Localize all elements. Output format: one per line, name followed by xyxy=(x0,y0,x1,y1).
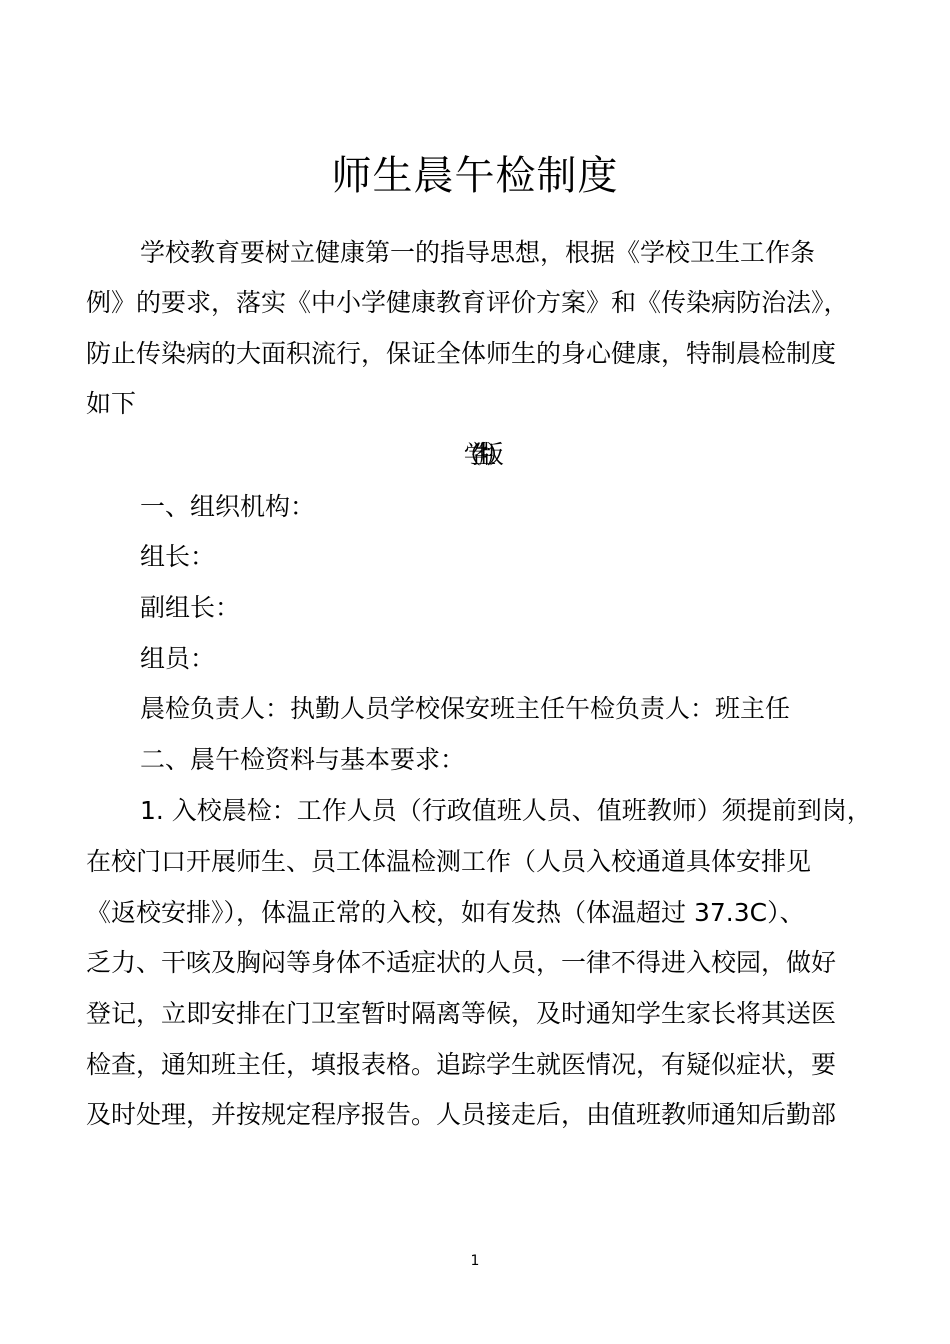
item-1-line-1: 1. 入校晨检：工作人员（行政值班人员、值班教师）须提前到岗， xyxy=(140,796,872,825)
responsible-persons: 晨检负责人：执勤人员学校保安班主任午检负责人：班主任 xyxy=(140,694,791,723)
intro-line-1: 学校教育要树立健康第一的指导思想，根据《学校卫生工作条 xyxy=(140,238,816,267)
item-1-line-4: 乏力、干咳及胸闷等身体不适症状的人员，一律不得进入校园，做好 xyxy=(86,948,837,977)
intro-line-2: 例》的要求，落实《中小学健康教育评价方案》和《传染病防治法》， xyxy=(86,288,849,317)
item-1-line-7: 及时处理，并按规定程序报告。人员接走后，由值班教师通知后勤部 xyxy=(86,1100,837,1129)
item-1-line-5: 登记，立即安排在门卫室暂时隔离等候，及时通知学生家长将其送医 xyxy=(86,999,837,1028)
intro-line-3: 防止传染病的大面积流行，保证全体师生的身心健康，特制晨检制度 xyxy=(86,339,837,368)
document-title: 师生晨午检制度 xyxy=(331,153,619,199)
section-1-heading: 一、组织机构： xyxy=(140,492,316,521)
members-label: 组员： xyxy=(140,644,216,673)
deputy-leader-label: 副组长： xyxy=(140,593,241,622)
item-1-line-6: 检查，通知班主任，填报表格。追踪学生就医情况，有疑似症状，要 xyxy=(86,1050,837,1079)
item-1-line-3: 《返校安排》），体温正常的入校，如有发热（体温超过 37.3C）、 xyxy=(86,898,805,927)
leader-label: 组长： xyxy=(140,542,216,571)
edition-label: （学生版） xyxy=(456,440,494,469)
item-1-line-2: 在校门口开展师生、员工体温检测工作（人员入校通道具体安排见 xyxy=(86,847,812,876)
page-number: 1 xyxy=(470,1253,480,1269)
section-2-heading: 二、晨午检资料与基本要求： xyxy=(140,745,466,774)
intro-line-4: 如下 xyxy=(86,389,137,418)
